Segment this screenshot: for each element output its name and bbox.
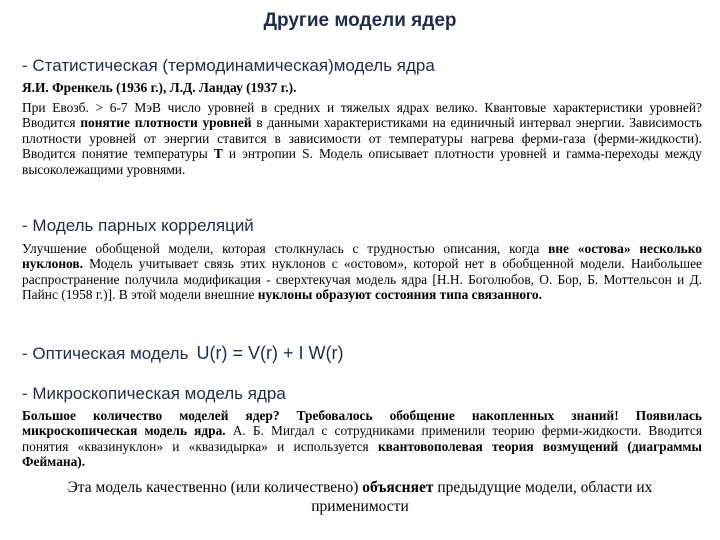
microscopic-bold-theory: квантовополевая теория возмущений (диаграммы Феймана). [22, 438, 702, 470]
page-title: Другие модели ядер [263, 10, 457, 31]
section-heading-statistical: - Статистическая (термодинамическая)модель ядра [22, 56, 435, 75]
closing-statement [30, 478, 690, 516]
pair-text-1: Улучшение обобщеной модели, которая столкнулась с трудностью описания, когда [22, 241, 549, 256]
microscopic-bold-intro: Большое количество моделей ядер? Требовалось обобщение накопленных знаний! Появилась микроскопическая модель ядра. [22, 408, 702, 439]
statistical-text-3: и энтропии S. Модель описывает плотности уровней и гамма-переходы между высоколежащими уровнями. [22, 146, 702, 177]
statistical-bold-T: Т [213, 146, 223, 162]
pair-bold-bound: нуклоны образуют состояния типа связанного. [257, 287, 542, 303]
section-heading-pair-correlations: - Модель парных корреляций [22, 216, 254, 235]
statistical-authors: Я.И. Френкель (1936 г.), Л.Д. Ландау (1937 г.). [22, 80, 297, 95]
closing-text: Эта модель качественно (или количествено) [67, 479, 363, 496]
pair-bold-core: вне «остова» несколько нуклонов. [22, 241, 702, 272]
statistical-paragraph [22, 100, 702, 177]
optical-formula: U(r) = V(r) + I W(r) [196, 343, 344, 363]
microscopic-paragraph [22, 408, 702, 470]
pair-text-2: Модель учитывает связь этих нуклонов с «остовом», которой нет в обобщенной модели. Наибольшее распространение получила модификация - сверхтекучая модель ядра [Н.Н. Боголюбов, О. Бор, Б. Моттельсон и Д. Пайнс (1958 г.)]. В этой модели внешние [22, 256, 702, 303]
statistical-text-1: При Евозб. > 6-7 МэВ число уровней в средних и тяжелых ядрах велико. Квантовые характеристики уровней? Вводится [22, 100, 702, 131]
optical-model-line [22, 343, 343, 364]
closing-rest: предыдущие модели, области их применимости [311, 479, 653, 515]
section-heading-optical: - Оптическая модель [22, 344, 189, 363]
closing-bold-explains: объясняет [362, 479, 434, 496]
section-heading-microscopic: - Микроскопическая модель ядра [22, 384, 286, 403]
statistical-bold-density: понятие плотности уровней [80, 115, 252, 131]
microscopic-text-1: А. Б. Мигдал с сотрудниками применили теорию ферми-жидкости. Вводится понятия «квазинуклон» и «квазидырка» и используется [22, 423, 702, 454]
statistical-text-2: в данными характеристиками на единичный интервал энергии. Зависимость плотности уровней от энергии ставится в зависимости от температуры нагрева ферми-газа (ферми-жидкости). Вводится понятие температуры [22, 115, 702, 162]
pair-correlations-paragraph [22, 241, 702, 303]
